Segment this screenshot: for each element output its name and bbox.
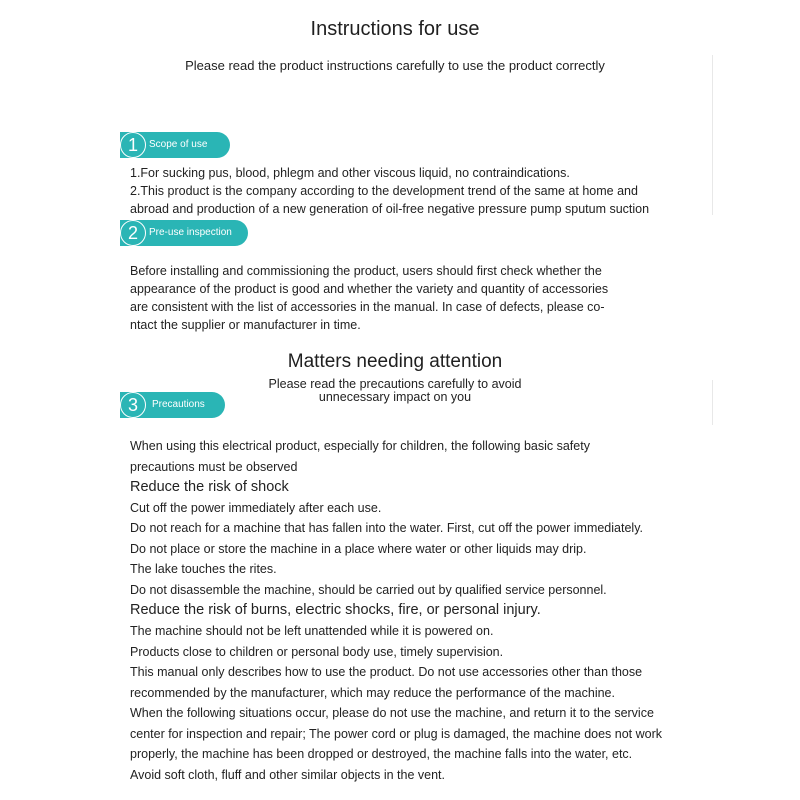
scope-line: 1.For sucking pus, blood, phlegm and other viscous liquid, no contraindications.: [130, 166, 570, 180]
precautions-line: Avoid soft cloth, fluff and other similar objects in the vent.: [130, 768, 445, 782]
precautions-line: Products close to children or personal body use, timely supervision.: [130, 645, 504, 659]
precautions-heading: Reduce the risk of burns, electric shocks, fire, or personal injury.: [130, 602, 541, 618]
precautions-line: When using this electrical product, especially for children, the following basic safety: [130, 439, 590, 453]
section-badge-scope: [120, 132, 230, 158]
precautions-line: precautions must be observed: [130, 460, 298, 474]
inspection-line: appearance of the product is good and whether the variety and quantity of accessories: [130, 282, 609, 296]
precautions-line: When the following situations occur, please do not use the machine, and return it to the service: [130, 706, 654, 720]
section-number-icon: 2: [120, 220, 146, 246]
section-label: Pre-use inspection: [149, 227, 232, 238]
precautions-line: properly, the machine has been dropped or destroyed, the machine falls into the water, etc.: [130, 747, 633, 761]
precautions-line: The machine should not be left unattended while it is powered on.: [130, 624, 494, 638]
section-label: Precautions: [152, 399, 205, 410]
scope-line: 2.This product is the company according to the development trend of the same at home and: [130, 184, 638, 198]
page-title: Instructions for use: [310, 18, 480, 40]
precautions-line: Cut off the power immediately after each use.: [130, 501, 382, 515]
attention-subtitle: [0, 378, 790, 403]
divider-line: [712, 55, 713, 215]
attention-subtitle-line: unnecessary impact on you: [318, 389, 472, 404]
precautions-line: center for inspection and repair; The power cord or plug is damaged, the machine does not work: [130, 727, 663, 741]
attention-subtitle-line: Please read the precautions carefully to avoid: [268, 377, 522, 391]
scope-line: abroad and production of a new generation of oil-free negative pressure pump sputum suction: [130, 202, 650, 216]
precautions-line: Do not place or store the machine in a place where water or other liquids may drip.: [130, 542, 587, 556]
precautions-line: This manual only describes how to use the product. Do not use accessories other than those: [130, 665, 643, 679]
section-number-icon: 1: [120, 132, 146, 158]
section-number-icon: 3: [120, 392, 146, 418]
precautions-line: Do not disassemble the machine, should be carried out by qualified service personnel.: [130, 583, 607, 597]
precautions-line: recommended by the manufacturer, which may reduce the performance of the machine.: [130, 686, 615, 700]
precautions-heading: Reduce the risk of shock: [130, 479, 289, 495]
section-badge-precautions: [120, 392, 225, 418]
section-badge-inspection: [120, 220, 248, 246]
inspection-line: are consistent with the list of accessories in the manual. In case of defects, please co-: [130, 300, 605, 314]
page-subtitle: Please read the product instructions carefully to use the product correctly: [185, 58, 605, 73]
inspection-line: ntact the supplier or manufacturer in time.: [130, 318, 361, 332]
precautions-line: Do not reach for a machine that has fallen into the water. First, cut off the power immediately.: [130, 521, 643, 535]
attention-title: Matters needing attention: [287, 351, 503, 372]
section-label: Scope of use: [149, 139, 208, 150]
precautions-line: The lake touches the rites.: [130, 562, 277, 576]
inspection-line: Before installing and commissioning the product, users should first check whether the: [130, 264, 602, 278]
